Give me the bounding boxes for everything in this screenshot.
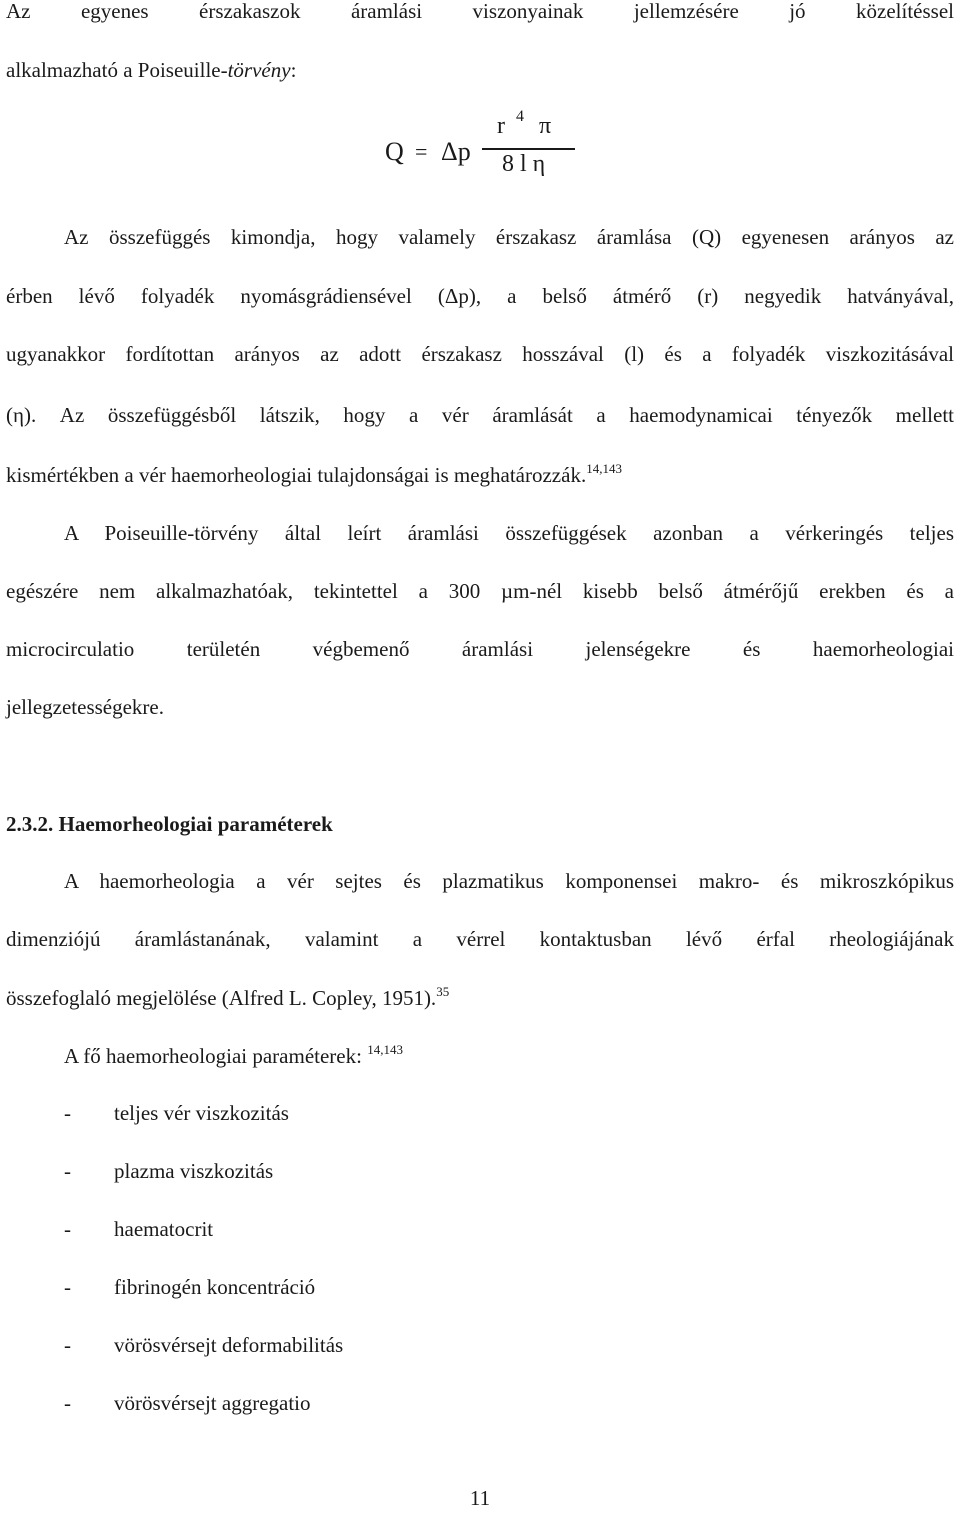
formula-denominator: 8 l η xyxy=(502,151,546,177)
paragraph-line: microcirculatio területén végbemenő áramlási jelenségekre és haemorheologiai xyxy=(6,637,954,661)
paragraph-line: érben lévő folyadék nyomásgrádiensével (Δp), a belső átmérő (r) negyedik hatványával, xyxy=(6,284,954,308)
paragraph-line: jellegzetességekre. xyxy=(6,695,164,719)
formula-exponent: 4 xyxy=(516,108,524,125)
list-item: - vörösvérsejt aggregatio xyxy=(64,1391,311,1415)
paragraph-line: A haemorheologia a vér sejtes és plazmatikus komponensei makro- és mikroszkópikus xyxy=(64,869,954,893)
formula-delta-p: Δp xyxy=(441,137,471,166)
paragraph-line: Az összefüggés kimondja, hogy valamely érszakasz áramlása (Q) egyenesen arányos az xyxy=(64,225,954,249)
list-item: - plazma viszkozitás xyxy=(64,1159,274,1183)
formula-lhs: Q xyxy=(385,137,404,166)
paragraph-line: egészére nem alkalmazhatóak, tekintettel a 300 µm-nél kisebb belső átmérőjű erekben és a xyxy=(6,579,954,603)
formula-numerator-r: r xyxy=(497,113,505,139)
formula-pi: π xyxy=(539,113,552,139)
fraction-bar xyxy=(482,148,575,150)
paragraph-line: A fő haemorheologiai paraméterek: $^{14,143}$ xyxy=(64,1042,403,1068)
citation-ref: 14,143 xyxy=(586,461,622,476)
paragraph-line: kismértékben a vér haemorheologiai tulajdonságai is meghatározzák.$^{14,143}$ xyxy=(6,461,622,487)
paragraph-line: (η). Az összefüggésből látszik, hogy a vér áramlását a haemodynamicai tényezők mellett xyxy=(6,403,954,427)
paragraph-line: A Poiseuille-törvény által leírt áramlási összefüggések azonban a vérkeringés teljes xyxy=(64,521,954,545)
paragraph-line: összefoglaló megjelölése (Alfred L. Copley, 1951).$^{35}$ xyxy=(6,984,450,1010)
paragraph-line: ugyanakkor fordítottan arányos az adott érszakasz hosszával (l) és a folyadék viszkozitásával xyxy=(6,342,954,366)
formula-equals: = xyxy=(415,139,428,164)
paragraph-line: dimenziójú áramlástanának, valamint a vérrel kontaktusban lévő érfal rheologiájának xyxy=(6,927,954,951)
list-item: - haematocrit xyxy=(64,1217,214,1241)
paragraph-line: alkalmazható a Poiseuille-törvény: xyxy=(6,58,297,82)
section-heading: 2.3.2. Haemorheologiai paraméterek xyxy=(6,812,333,836)
citation-ref: 14,143 xyxy=(367,1042,403,1057)
list-item: - fibrinogén koncentráció xyxy=(64,1275,316,1299)
paragraph-line: Az egyenes érszakaszok áramlási viszonyainak jellemzésére jó közelítéssel xyxy=(6,0,954,23)
list-item: - vörösvérsejt deformabilitás xyxy=(64,1333,344,1357)
page-number: 11 xyxy=(469,1486,491,1510)
citation-ref: 35 xyxy=(436,984,450,999)
list-item: - teljes vér viszkozitás xyxy=(64,1101,289,1125)
italic-term: törvény xyxy=(227,58,291,82)
